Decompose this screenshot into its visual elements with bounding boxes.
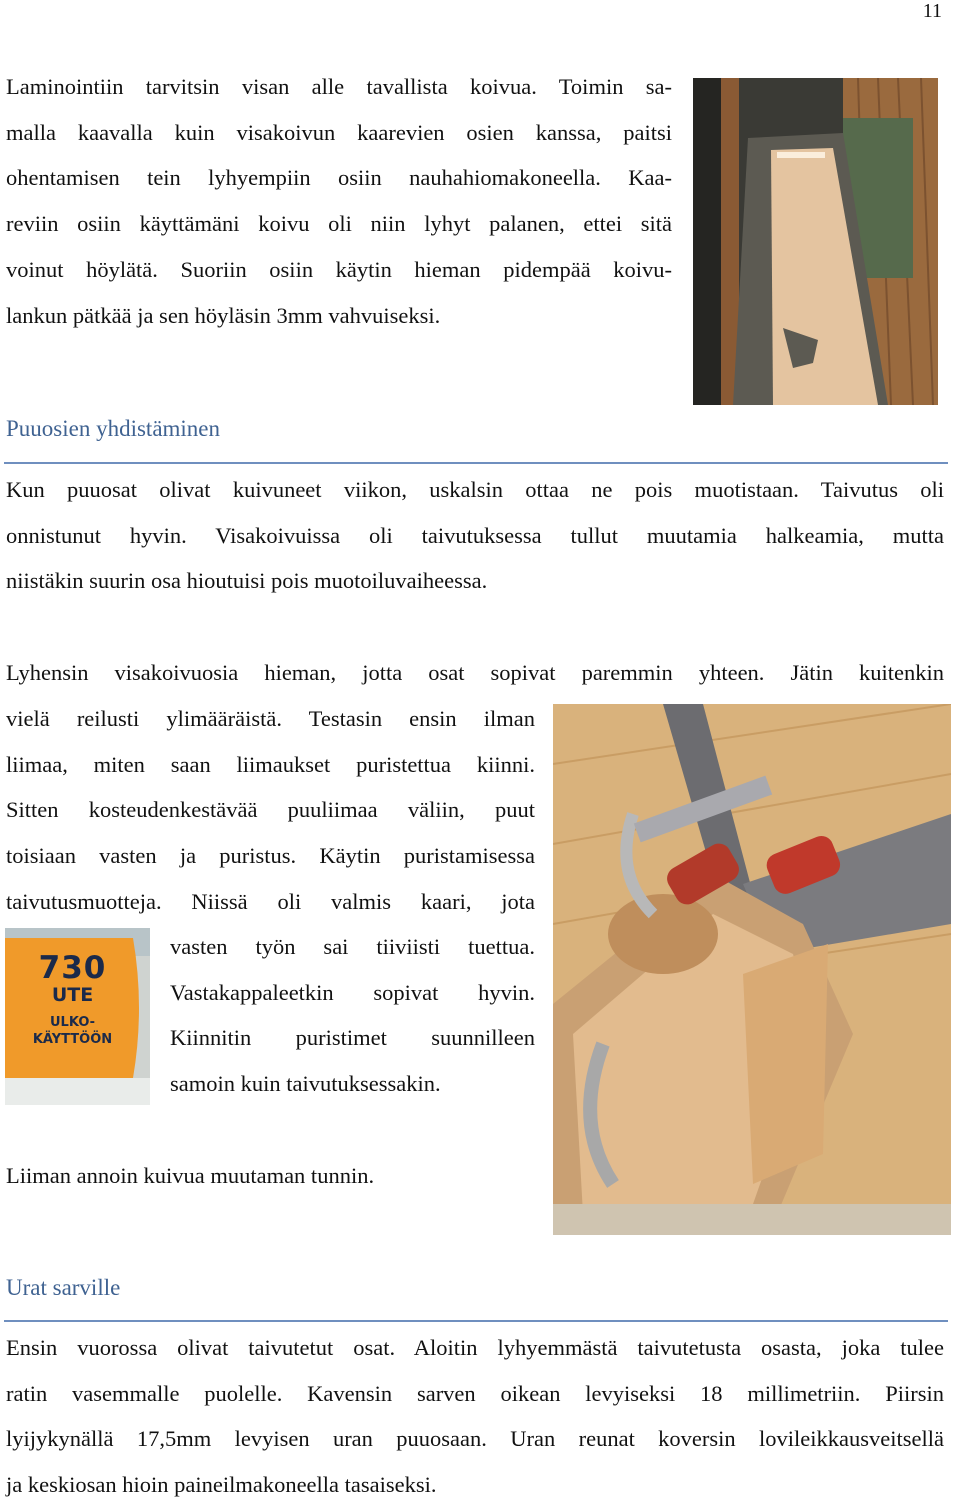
text-line: reviin osiin käyttämäni koivu oli niin lyhyt palanen, ettei sitä <box>6 211 672 237</box>
glue-bucket-photo <box>5 928 150 1105</box>
section-heading-puuosien-yhdistaminen: Puuosien yhdistäminen <box>6 416 221 441</box>
clamping-image <box>553 704 951 1235</box>
text-line: toisiaan vasten ja puristus. Käytin puristamisessa <box>6 843 535 869</box>
text-line: Kun puuosat olivat kuivuneet viikon, uskalsin ottaa ne pois muotistaan. Taivutus oli <box>6 477 944 502</box>
text-line: Laminointiin tarvitsin visan alle tavallista koivua. Toimin sa- <box>6 74 672 99</box>
glue-label-line1: ULKO- <box>49 1015 96 1030</box>
birch-strip-photo <box>693 78 938 405</box>
text-line: Lyhensin visakoivuosia hieman, jotta osat sopivat paremmin yhteen. Jätin kuitenkin <box>6 660 944 685</box>
text-line: Liiman annoin kuivua muutaman tunnin. <box>6 1163 375 1188</box>
section-heading-urat-sarville: Urat sarville <box>6 1275 121 1300</box>
intro-paragraph <box>6 64 672 338</box>
text-line: voinut höylätä. Suoriin osiin käytin hieman pidempää koivu- <box>6 256 672 282</box>
text-line: ratin vasemmalle puolelle. Kavensin sarven oikean levyiseksi 18 millimetriin. Piirsin <box>6 1380 944 1406</box>
text-line: lankun pätkää ja sen höyläsin 3mm vahvuiseksi. <box>6 302 441 328</box>
heading-underline <box>4 462 948 464</box>
text-line: Ensin vuorossa olivat taivutetut osat. Aloitin lyhyemmästä taivutetusta osasta, joka tulee <box>6 1335 944 1360</box>
heading-underline <box>4 1320 948 1322</box>
text-line: ohentamisen tein lyhyempiin osiin nauhahiomakoneella. Kaa- <box>6 165 672 191</box>
paragraph-lyhensin-narrow <box>6 696 535 925</box>
text-line: vielä reilusti ylimääräistä. Testasin ensin ilman <box>6 706 535 731</box>
paragraph-lyhensin-indented <box>170 924 535 1107</box>
text-line: malla kaavalla kuin visakoivun kaarevien osien kanssa, paitsi <box>6 119 672 145</box>
text-line: niistäkin suurin osa hioutuisi pois muotoiluvaiheessa. <box>6 568 488 594</box>
text-line: onnistunut hyvin. Visakoivuissa oli taivutuksessa tullut muutamia halkeamia, mutta <box>6 522 944 548</box>
paragraph-lyhensin-first-line <box>6 650 944 696</box>
paragraph-ensin-vuorossa <box>6 1325 944 1508</box>
glue-label-name: UTE <box>51 984 94 1006</box>
text-line: lyijykynällä 17,5mm levyisen uran puuosaan. Uran reunat koversin lovileikkausveitsellä <box>6 1426 944 1452</box>
glue-label-line2: KÄYTTÖÖN <box>32 1032 113 1047</box>
glue-label-number: 730 <box>38 950 107 986</box>
glue-label <box>5 952 140 1048</box>
text-line: Kiinnitin puristimet suunnilleen <box>170 1025 535 1051</box>
text-line: ja keskiosan hioin paineilmakoneella tasaiseksi. <box>6 1472 437 1498</box>
page-number: 11 <box>922 0 942 22</box>
text-line: samoin kuin taivutuksessakin. <box>170 1071 441 1097</box>
text-line: liimaa, miten saan liimaukset puristettua kiinni. <box>6 751 535 777</box>
text-line: vasten työn sai tiiviisti tuettua. <box>170 934 535 959</box>
text-line: Vastakappaleetkin sopivat hyvin. <box>170 979 535 1005</box>
clamping-photo <box>553 704 951 1235</box>
text-line: Sitten kosteudenkestävää puuliimaa väliin, puut <box>6 797 535 823</box>
paragraph-liiman <box>6 1153 536 1199</box>
text-line: taivutusmuotteja. Niissä oli valmis kaari, jota <box>6 888 535 914</box>
birch-strip-image <box>693 78 938 405</box>
paragraph-puuosat <box>6 467 944 604</box>
